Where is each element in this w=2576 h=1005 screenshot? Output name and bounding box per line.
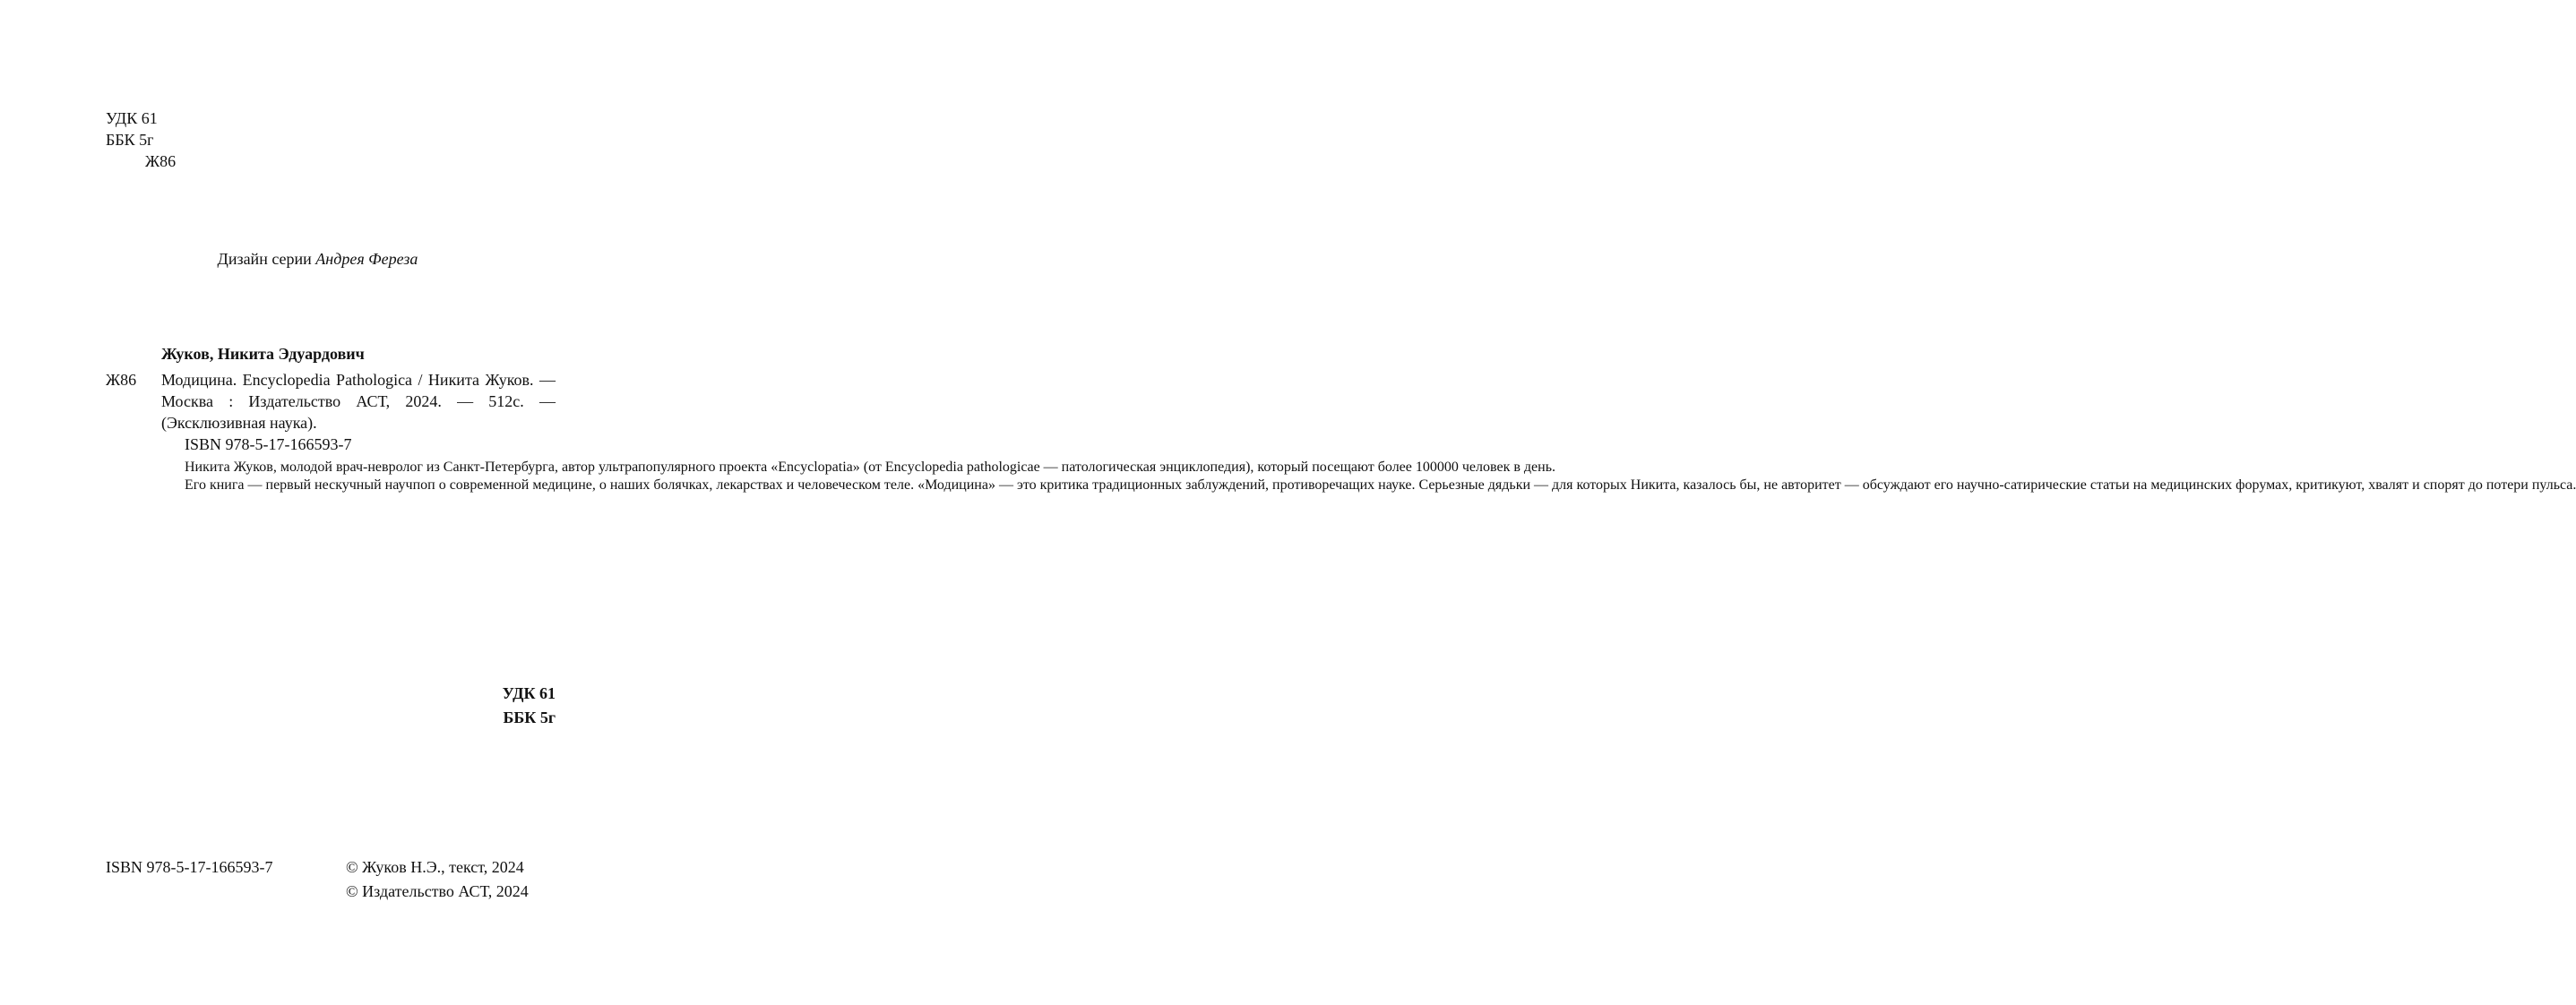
author-mark: Ж86 xyxy=(145,152,177,170)
series-designer-name: Андрея Фереза xyxy=(315,250,418,268)
classification-codes-top xyxy=(106,107,176,172)
abstract-paragraph: Его книга — первый нескучный научпоп о современной медицине, о наших болячках, лекарствах и человеческом теле. «Модицина» — это критика традиционных заблуждений, противоречащих науке. Серьезные дядьки — для которых Никита, казалось бы, не авторитет — обсуждают его научно-сатирические статьи на медицинских форумах, критикуют, хвалят и спорят до потери пульса. xyxy=(185,477,2576,493)
card-bbk-code: ББК 5г xyxy=(503,709,556,726)
card-bibliographic-description: Модицина. Encyclopedia Pathologica / Никита Жуков. — Москва : Издательство АСТ, 2024. — 512с. — (Эксклюзивная наука). xyxy=(161,371,556,432)
udk-code: УДК 61 xyxy=(106,109,158,127)
card-udk-code: УДК 61 xyxy=(502,684,556,702)
copyright-text: © Жуков Н.Э., текст, 2024 xyxy=(346,858,524,876)
card-author: Жуков, Никита Эдуардович xyxy=(161,345,365,363)
footer-isbn: ISBN 978-5-17-166593-7 xyxy=(106,858,273,876)
copyright-publisher: © Издательство АСТ, 2024 xyxy=(346,882,529,900)
card-author-mark: Ж86 xyxy=(106,371,137,389)
card-isbn: ISBN 978-5-17-166593-7 xyxy=(185,435,352,453)
bbk-code: ББК 5г xyxy=(106,131,154,149)
abstract-paragraph: Никита Жуков, молодой врач-невролог из Санкт-Петербурга, автор ультрапопулярного проекта «Encyclopatia» (от Encyclopedia pathologicae — патологическая энциклопедия), который посещают более 100000 человек в день. xyxy=(185,460,1555,475)
card-abstract xyxy=(161,459,2576,494)
classification-codes-bottom xyxy=(464,683,556,731)
copyright-block xyxy=(346,856,529,905)
series-design-label: Дизайн серии xyxy=(217,250,316,268)
series-design-credit xyxy=(0,248,635,270)
